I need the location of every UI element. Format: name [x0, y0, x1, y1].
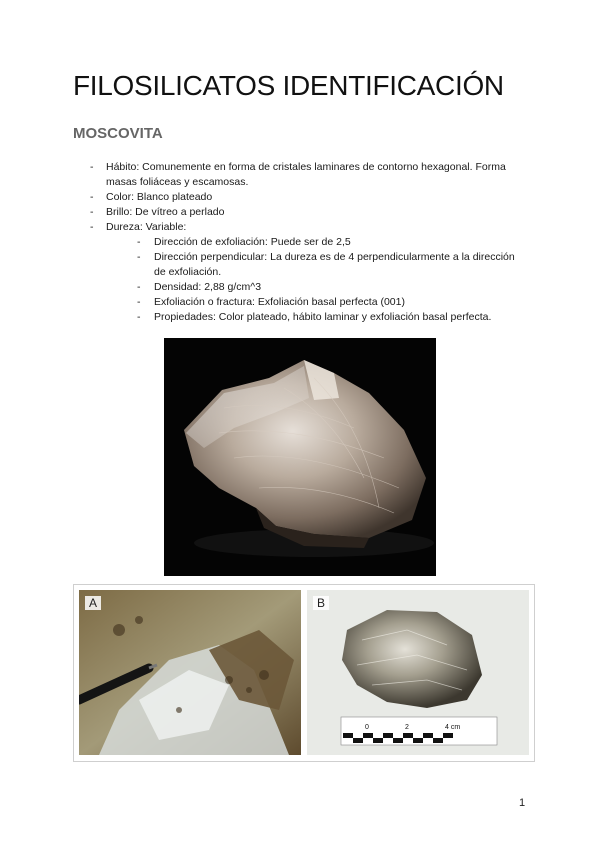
sub-property-item: - Densidad: 2,88 g/cm^3 — [137, 280, 520, 295]
panel-b-label: B — [313, 596, 329, 610]
page-number: 1 — [519, 797, 526, 809]
panel-b — [307, 590, 529, 755]
scale-tick-0: 0 — [365, 724, 369, 731]
sub-property-item: - Propiedades: Color plateado, hábito laminar y exfoliación basal perfecta. — [137, 310, 520, 325]
panel-b-image — [307, 590, 529, 755]
property-item-label: Dureza: Variable: — [106, 221, 187, 233]
scale-tick-4cm: 4 cm — [445, 724, 461, 731]
muscovite-specimen-image — [164, 338, 436, 576]
sub-property-item: - Dirección perpendicular: La dureza es de 4 perpendicularmente a la dirección de exfoliación. — [137, 250, 520, 280]
sub-property-item: - Dirección de exfoliación: Puede ser de 2,5 — [137, 235, 520, 250]
panel-a-image — [79, 590, 301, 755]
page-title: FILOSILICATOS IDENTIFICACIÓN — [73, 70, 504, 101]
panel-a — [79, 590, 301, 755]
comparison-figure — [73, 584, 535, 762]
mineral-name: MOSCOVITA — [73, 125, 163, 142]
property-item: - Hábito: Comunemente en forma de cristales laminares de contorno hexagonal. Forma masas foliáceas y escamosas. — [90, 160, 520, 190]
property-item — [90, 220, 520, 325]
property-list — [90, 160, 520, 325]
panel-a-label: A — [85, 596, 101, 610]
hardness-sublist — [106, 235, 520, 325]
property-item: - Color: Blanco plateado — [90, 190, 520, 205]
scale-tick-2: 2 — [405, 724, 409, 731]
muscovite-photo — [164, 338, 436, 576]
property-item: - Brillo: De vítreo a perlado — [90, 205, 520, 220]
sub-property-item: - Exfoliación o fractura: Exfoliación basal perfecta (001) — [137, 295, 520, 310]
